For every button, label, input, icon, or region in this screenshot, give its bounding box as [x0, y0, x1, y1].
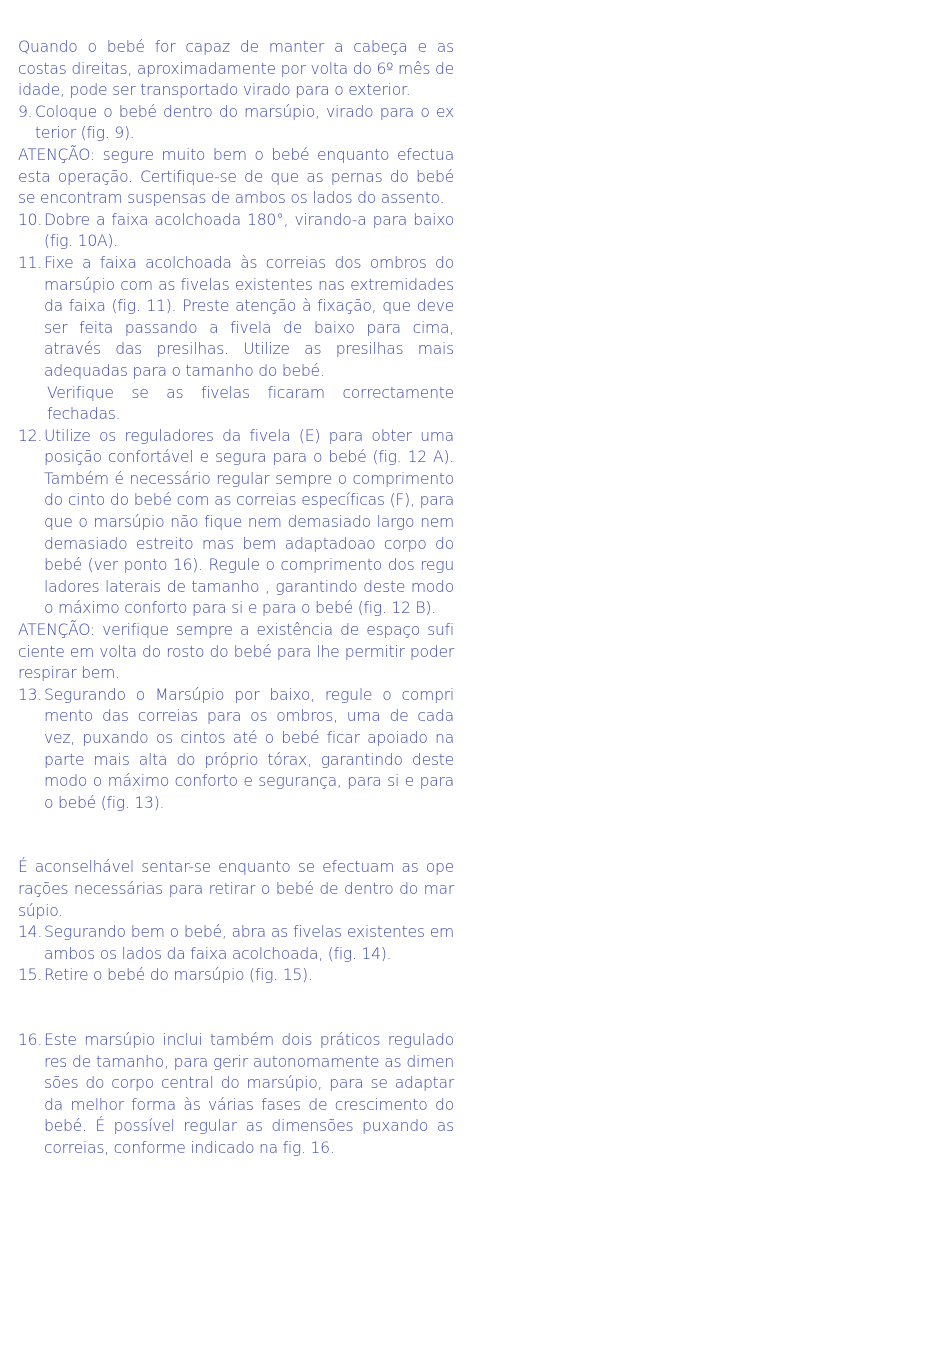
attention-note-1: ATENÇÃO: segure muito bem o bebé enquanto efectua esta operação. Certifique-se de que as pernas do bebé se encontram suspensas de ambos os lados do assento. [18, 145, 454, 208]
section-spacer-2 [18, 987, 454, 1030]
instructions-column [18, 37, 454, 1160]
step-12-number: 12. [18, 426, 43, 445]
section-spacer-1 [18, 814, 454, 857]
step-11 [18, 253, 454, 383]
removal-intro: É aconselhável sentar-se enquanto se efectuam as ope rações necessárias para retirar o bebé de dentro do mar súpio. [18, 858, 454, 920]
step-14 [18, 922, 454, 965]
step-11-text: Fixe a faixa acolchoada às correias dos ombros do marsúpio com as fivelas existentes nas extremidades da faixa (fig. 11). Preste atenção à fixação, que deve ser feita passando a fivela de baixo para cima, através das presilhas. Utilize as presilhas mais adequadas para o tamanho do bebé. [44, 253, 454, 380]
step-10-number: 10. [18, 210, 43, 229]
step-14-number: 14. [18, 923, 43, 942]
step-9-text: Coloque o bebé dentro do marsúpio, virado para o ex terior (fig. 9). [35, 102, 454, 143]
step-10-text: Dobre a faixa acolchoada 180°, virando-a para baixo (fig. 10A). [44, 210, 454, 251]
step-9 [18, 102, 454, 145]
forward-facing-intro: Quando o bebé for capaz de manter a cabeça e as costas direitas, aproximadamente por volta do 6º mês de idade, pode ser transportado virado para o exterior. [18, 38, 454, 100]
attention-note-2: ATENÇÃO: verifique sempre a existência de espaço sufi ciente em volta do rosto do bebé para lhe permitir poder respirar bem. [18, 621, 454, 683]
step-13 [18, 685, 454, 815]
step-13-text: Segurando o Marsúpio por baixo, regule o compri mento das correias para os ombros, uma de cada vez, puxando os cintos até o bebé ficar apoiado na parte mais alta do próprio tórax, garantindo deste modo o máximo conforto e segurança, para si e para o bebé (fig. 13). [44, 685, 454, 812]
step-11-number: 11. [18, 253, 43, 272]
step-16-number: 16. [18, 1030, 43, 1049]
step-13-number: 13. [18, 685, 43, 704]
step-12 [18, 426, 454, 620]
step-10 [18, 210, 454, 253]
step-9-number: 9. [18, 102, 33, 121]
step-16 [18, 1030, 454, 1160]
step-15-text: Retire o bebé do marsúpio (fig. 15). [44, 966, 313, 985]
step-14-text: Segurando bem o bebé, abra as fivelas existentes em ambos os lados da faixa acolchoada, (fig. 14). [44, 923, 454, 963]
step-15-number: 15. [18, 966, 43, 985]
step-15 [18, 965, 454, 987]
step-12-text: Utilize os reguladores da fivela (E) para obter uma posição confortável e segura para o bebé (fig. 12 A). Também é necessário regular sempre o comprimento do cinto do bebé com as correias específicas (F), para que o marsúpio não fique nem demasiado largo nem demasiado estreito mas bem adaptadoao corpo do bebé (ver ponto 16). Regule o comprimento dos regu ladores laterais de tamanho , garantindo deste modo o máximo conforto para si e para o bebé (fig. 12 B). [44, 426, 454, 618]
step-11-check-note: Verifique se as fivelas ficaram correctamente fechadas. [47, 383, 454, 424]
step-16-text: Este marsúpio inclui também dois práticos regulado res de tamanho, para gerir autonomamente as dimen sões do corpo central do marsúpio, para se adaptar da melhor forma às várias fases de crescimento do bebé. É possível regular as dimensões puxando as correias, conforme indicado na fig. 16. [44, 1030, 454, 1157]
